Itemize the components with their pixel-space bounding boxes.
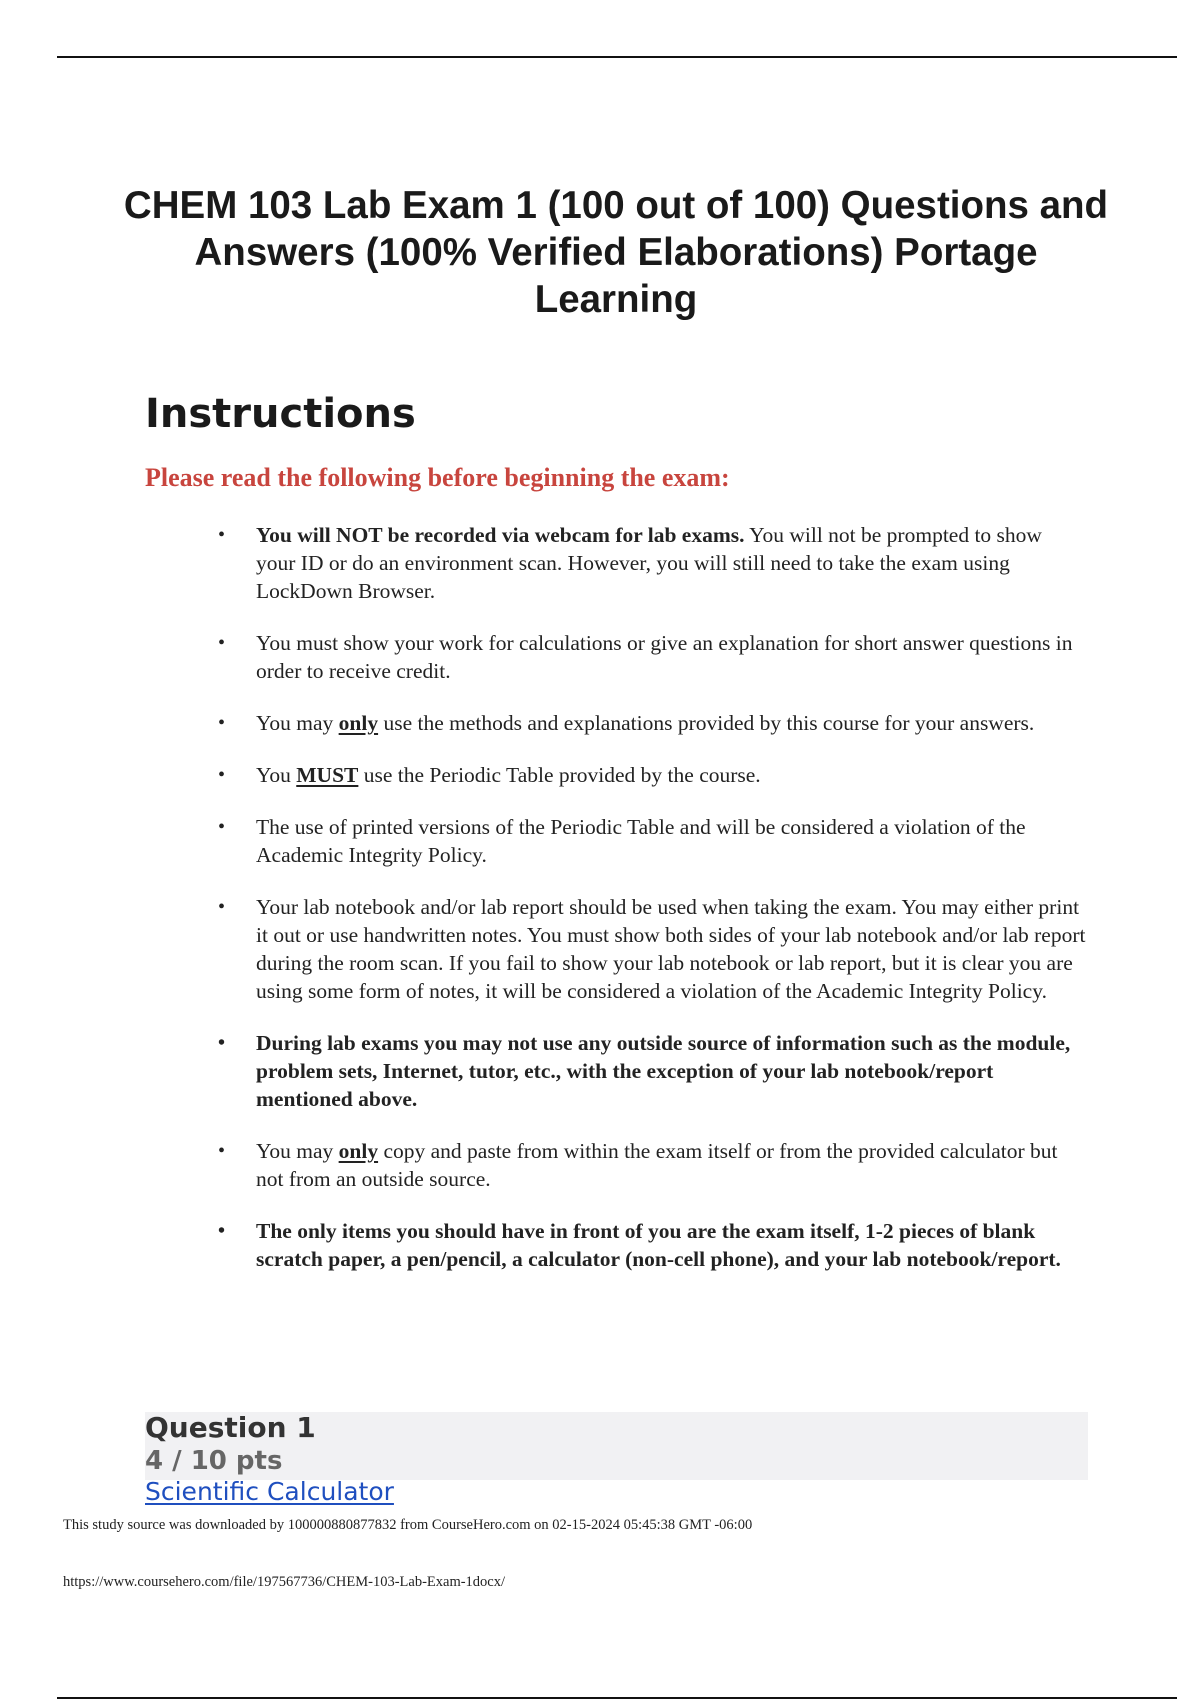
- instructions-subheading: Please read the following before beginning the exam:: [145, 463, 730, 492]
- rule-text: The only items you should have in front of you are the exam itself, 1-2 pieces of blank scratch paper, a pen/pencil, a calculator (non-cell phone), and your lab notebook/report.: [256, 1219, 1061, 1271]
- rule-emphasis: only: [338, 1139, 379, 1163]
- list-item: [216, 1137, 1086, 1193]
- instructions-heading: Instructions: [145, 391, 416, 437]
- rule-text: You will not be prompted to show your ID or do an environment scan. However, you will still need to take the exam using LockDown Browser.: [256, 523, 1042, 603]
- instructions-list: [216, 521, 1086, 1297]
- list-item: [216, 813, 1086, 869]
- rule-emphasis: You will NOT be recorded via webcam for lab exams.: [256, 523, 745, 547]
- rule-text-after: use the Periodic Table provided by the course.: [358, 763, 761, 787]
- bottom-rule: [57, 1697, 1177, 1699]
- rule-text: You must show your work for calculations or give an explanation for short answer questions in order to receive credit.: [256, 631, 1073, 683]
- scientific-calculator-link[interactable]: Scientific Calculator: [145, 1477, 394, 1506]
- list-item: [216, 1029, 1086, 1113]
- list-item: [216, 1217, 1086, 1273]
- rule-emphasis: MUST: [296, 763, 359, 787]
- list-item: [216, 893, 1086, 1005]
- download-source-note: This study source was downloaded by 100000880877832 from CourseHero.com on 02-15-2024 05:45:38 GMT -06:00: [63, 1517, 753, 1533]
- rule-text: During lab exams you may not use any outside source of information such as the module, problem sets, Internet, tutor, etc., with the exception of your lab notebook/report mentioned above.: [256, 1031, 1071, 1111]
- question-points: 4 / 10 pts: [145, 1446, 283, 1476]
- list-item: [216, 709, 1086, 737]
- top-rule: [57, 56, 1177, 58]
- list-item: [216, 521, 1086, 605]
- rule-text-after: use the methods and explanations provided by this course for your answers.: [378, 711, 1035, 735]
- rule-text-after: copy and paste from within the exam itself or from the provided calculator but not from an outside source.: [256, 1139, 1058, 1191]
- source-url: https://www.coursehero.com/file/197567736/CHEM-103-Lab-Exam-1docx/: [63, 1574, 506, 1590]
- question-title: Question 1: [145, 1411, 316, 1444]
- rule-text: Your lab notebook and/or lab report should be used when taking the exam. You may either print it out or use handwritten notes. You must show both sides of your lab notebook and/or lab report during the room scan. If you fail to show your lab notebook or lab report, but it is clear you are using some form of notes, it will be considered a violation of the Academic Integrity Policy.: [256, 895, 1086, 1003]
- rule-text-before: You may: [256, 1139, 339, 1163]
- list-item: [216, 761, 1086, 789]
- rule-text-before: You: [256, 763, 297, 787]
- document-title: CHEM 103 Lab Exam 1 (100 out of 100) Questions and Answers (100% Verified Elaborations) Portage Learning: [123, 184, 1109, 321]
- rule-text: The use of printed versions of the Periodic Table and will be considered a violation of the Academic Integrity Policy.: [256, 815, 1026, 867]
- rule-text-before: You may: [256, 711, 339, 735]
- list-item: [216, 629, 1086, 685]
- rule-emphasis: only: [338, 711, 379, 735]
